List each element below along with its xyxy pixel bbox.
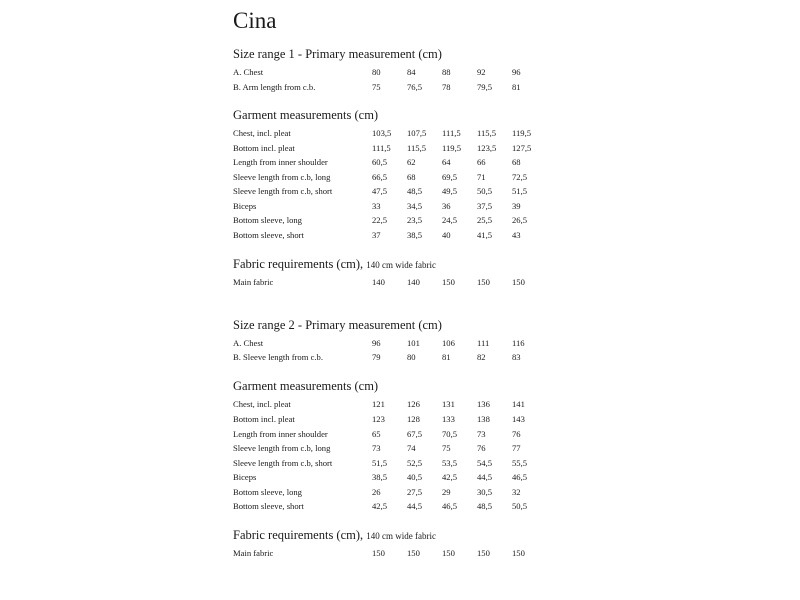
cell-value: 80 bbox=[372, 67, 381, 77]
section-heading-note: 140 cm wide fabric bbox=[366, 531, 437, 541]
row-label: B. Sleeve length from c.b. bbox=[233, 352, 323, 362]
cell-value: 150 bbox=[442, 277, 455, 287]
cell-value: 50,5 bbox=[512, 501, 528, 511]
cell-value: 25,5 bbox=[477, 215, 493, 225]
cell-value: 48,5 bbox=[407, 186, 423, 196]
row-label: A. Chest bbox=[233, 67, 264, 77]
cell-value: 70,5 bbox=[442, 429, 458, 439]
row-label: Sleeve length from c.b, short bbox=[233, 458, 333, 468]
row-label: Main fabric bbox=[233, 548, 274, 558]
cell-value: 73 bbox=[372, 443, 381, 453]
cell-value: 40 bbox=[442, 230, 451, 240]
row-label: Biceps bbox=[233, 201, 257, 211]
cell-value: 131 bbox=[442, 399, 455, 409]
row-label: Main fabric bbox=[233, 277, 274, 287]
row-label: Bottom sleeve, long bbox=[233, 487, 302, 497]
cell-value: 150 bbox=[407, 548, 420, 558]
cell-value: 48,5 bbox=[477, 501, 493, 511]
cell-value: 106 bbox=[442, 338, 455, 348]
cell-value: 51,5 bbox=[512, 186, 528, 196]
cell-value: 92 bbox=[477, 67, 486, 77]
cell-value: 79 bbox=[372, 352, 381, 362]
row-label: Sleeve length from c.b, long bbox=[233, 172, 331, 182]
cell-value: 150 bbox=[512, 548, 525, 558]
cell-value: 40,5 bbox=[407, 472, 423, 482]
cell-value: 66 bbox=[477, 157, 486, 167]
cell-value: 67,5 bbox=[407, 429, 423, 439]
cell-value: 60,5 bbox=[372, 157, 388, 167]
cell-value: 111 bbox=[477, 338, 490, 348]
row-label: Length from inner shoulder bbox=[233, 157, 328, 167]
row-label: Biceps bbox=[233, 472, 257, 482]
cell-value: 96 bbox=[512, 67, 521, 77]
cell-value: 26 bbox=[372, 487, 381, 497]
cell-value: 115,5 bbox=[477, 128, 497, 138]
cell-value: 69,5 bbox=[442, 172, 458, 182]
cell-value: 141 bbox=[512, 399, 525, 409]
row-label: Length from inner shoulder bbox=[233, 429, 328, 439]
section-heading-text: Fabric requirements (cm), bbox=[233, 257, 364, 271]
row-label: Bottom incl. pleat bbox=[233, 414, 295, 424]
cell-value: 46,5 bbox=[512, 472, 528, 482]
cell-value: 49,5 bbox=[442, 186, 458, 196]
cell-value: 36 bbox=[442, 201, 451, 211]
cell-value: 116 bbox=[512, 338, 525, 348]
cell-value: 119,5 bbox=[442, 143, 462, 153]
cell-value: 136 bbox=[477, 399, 490, 409]
cell-value: 111,5 bbox=[442, 128, 461, 138]
cell-value: 123 bbox=[372, 414, 385, 424]
cell-value: 84 bbox=[407, 67, 416, 77]
cell-value: 128 bbox=[407, 414, 420, 424]
row-label: Bottom incl. pleat bbox=[233, 143, 295, 153]
cell-value: 68 bbox=[512, 157, 521, 167]
section-heading: Size range 1 - Primary measurement (cm) bbox=[233, 47, 442, 61]
cell-value: 65 bbox=[372, 429, 381, 439]
cell-value: 80 bbox=[407, 352, 416, 362]
cell-value: 143 bbox=[512, 414, 525, 424]
cell-value: 44,5 bbox=[477, 472, 493, 482]
cell-value: 26,5 bbox=[512, 215, 528, 225]
section-heading bbox=[233, 256, 436, 273]
cell-value: 37 bbox=[372, 230, 381, 240]
page-title: Cina bbox=[233, 8, 277, 33]
cell-value: 46,5 bbox=[442, 501, 458, 511]
cell-value: 150 bbox=[372, 548, 385, 558]
cell-value: 140 bbox=[407, 277, 420, 287]
row-label: B. Arm length from c.b. bbox=[233, 82, 316, 92]
cell-value: 79,5 bbox=[477, 82, 493, 92]
cell-value: 81 bbox=[442, 352, 451, 362]
cell-value: 42,5 bbox=[442, 472, 458, 482]
section-heading: Size range 2 - Primary measurement (cm) bbox=[233, 318, 442, 332]
cell-value: 52,5 bbox=[407, 458, 423, 468]
cell-value: 54,5 bbox=[477, 458, 493, 468]
cell-value: 150 bbox=[477, 548, 490, 558]
cell-value: 76,5 bbox=[407, 82, 423, 92]
cell-value: 77 bbox=[512, 443, 521, 453]
cell-value: 37,5 bbox=[477, 201, 493, 211]
row-label: Bottom sleeve, short bbox=[233, 501, 304, 511]
cell-value: 22,5 bbox=[372, 215, 388, 225]
cell-value: 76 bbox=[477, 443, 486, 453]
cell-value: 150 bbox=[512, 277, 525, 287]
cell-value: 42,5 bbox=[372, 501, 388, 511]
cell-value: 73 bbox=[477, 429, 486, 439]
section-heading: Garment measurements (cm) bbox=[233, 108, 379, 122]
cell-value: 27,5 bbox=[407, 487, 423, 497]
row-label: Sleeve length from c.b, long bbox=[233, 443, 331, 453]
cell-value: 96 bbox=[372, 338, 381, 348]
cell-value: 88 bbox=[442, 67, 451, 77]
cell-value: 34,5 bbox=[407, 201, 423, 211]
cell-value: 103,5 bbox=[372, 128, 392, 138]
cell-value: 71 bbox=[477, 172, 486, 182]
row-label: Bottom sleeve, long bbox=[233, 215, 302, 225]
cell-value: 66,5 bbox=[372, 172, 388, 182]
row-label: Chest, incl. pleat bbox=[233, 399, 291, 409]
cell-value: 121 bbox=[372, 399, 385, 409]
cell-value: 39 bbox=[512, 201, 521, 211]
cell-value: 30,5 bbox=[477, 487, 493, 497]
cell-value: 38,5 bbox=[407, 230, 423, 240]
cell-value: 81 bbox=[512, 82, 521, 92]
cell-value: 44,5 bbox=[407, 501, 423, 511]
cell-value: 32 bbox=[512, 487, 521, 497]
row-label: Sleeve length from c.b, short bbox=[233, 186, 333, 196]
row-label: Bottom sleeve, short bbox=[233, 230, 304, 240]
cell-value: 53,5 bbox=[442, 458, 458, 468]
cell-value: 115,5 bbox=[407, 143, 427, 153]
cell-value: 133 bbox=[442, 414, 455, 424]
cell-value: 62 bbox=[407, 157, 416, 167]
cell-value: 119,5 bbox=[512, 128, 532, 138]
cell-value: 150 bbox=[477, 277, 490, 287]
cell-value: 72,5 bbox=[512, 172, 528, 182]
cell-value: 123,5 bbox=[477, 143, 497, 153]
cell-value: 50,5 bbox=[477, 186, 493, 196]
cell-value: 43 bbox=[512, 230, 521, 240]
cell-value: 64 bbox=[442, 157, 451, 167]
cell-value: 47,5 bbox=[372, 186, 388, 196]
cell-value: 24,5 bbox=[442, 215, 458, 225]
section-heading: Garment measurements (cm) bbox=[233, 379, 379, 393]
cell-value: 55,5 bbox=[512, 458, 528, 468]
row-label: A. Chest bbox=[233, 338, 264, 348]
cell-value: 29 bbox=[442, 487, 451, 497]
cell-value: 23,5 bbox=[407, 215, 423, 225]
cell-value: 140 bbox=[372, 277, 385, 287]
cell-value: 68 bbox=[407, 172, 416, 182]
cell-value: 75 bbox=[372, 82, 381, 92]
cell-value: 41,5 bbox=[477, 230, 493, 240]
section-heading-note: 140 cm wide fabric bbox=[366, 260, 437, 270]
cell-value: 74 bbox=[407, 443, 416, 453]
cell-value: 101 bbox=[407, 338, 420, 348]
section-heading bbox=[233, 527, 436, 544]
cell-value: 111,5 bbox=[372, 143, 391, 153]
row-label: Chest, incl. pleat bbox=[233, 128, 291, 138]
cell-value: 75 bbox=[442, 443, 451, 453]
cell-value: 51,5 bbox=[372, 458, 388, 468]
cell-value: 76 bbox=[512, 429, 521, 439]
cell-value: 127,5 bbox=[512, 143, 532, 153]
cell-value: 78 bbox=[442, 82, 451, 92]
section-heading-text: Fabric requirements (cm), bbox=[233, 528, 364, 542]
cell-value: 33 bbox=[372, 201, 381, 211]
cell-value: 150 bbox=[442, 548, 455, 558]
cell-value: 107,5 bbox=[407, 128, 427, 138]
cell-value: 138 bbox=[477, 414, 490, 424]
cell-value: 83 bbox=[512, 352, 521, 362]
cell-value: 82 bbox=[477, 352, 486, 362]
cell-value: 38,5 bbox=[372, 472, 388, 482]
cell-value: 126 bbox=[407, 399, 420, 409]
